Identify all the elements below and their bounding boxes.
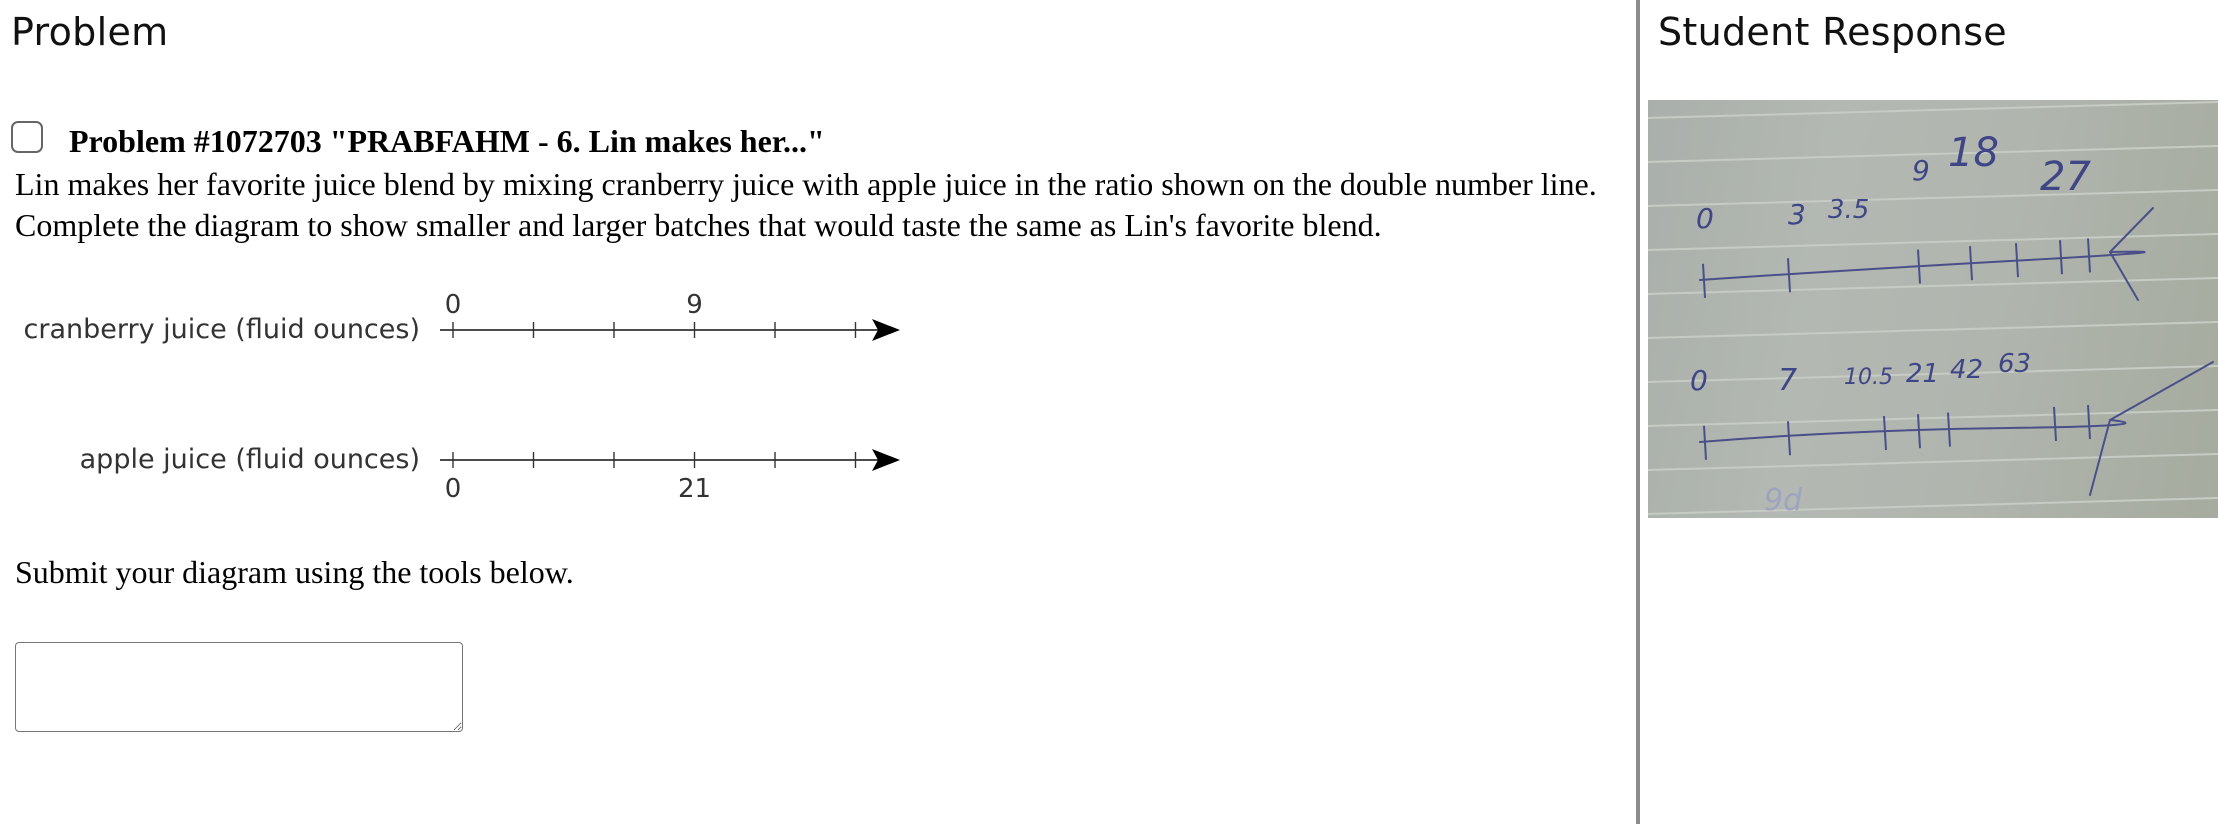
bottom-pen-ticks <box>1704 405 2090 460</box>
apple-number-line <box>80 444 900 504</box>
bottom-pen-tick <box>2054 407 2056 441</box>
top-pen-line <box>1700 252 2145 280</box>
bottom-number: 21 <box>1906 359 1940 389</box>
problem-select-checkbox[interactable] <box>11 121 43 153</box>
pane-divider[interactable] <box>1636 0 1640 824</box>
bottom-number: 42 <box>1950 355 1984 385</box>
faint-pencil-mark: 9d <box>1764 483 1803 518</box>
top-number: 27 <box>2040 154 2091 200</box>
bottom-pen-tick <box>1704 426 1706 460</box>
cranberry-number-line <box>24 290 900 345</box>
student-response-title: Student Response <box>1658 10 2007 54</box>
top-number: 18 <box>1948 130 1999 176</box>
problem-heading: Problem #1072703 "PRABFAHM - 6. Lin makes her..." <box>69 122 825 159</box>
bottom-number: 0 <box>1690 364 1708 397</box>
top-number: 3.5 <box>1828 195 1870 225</box>
top-pen-tick <box>1918 250 1920 284</box>
top-number: 0 <box>1696 202 1714 235</box>
bottom-pen-tick <box>1884 416 1886 450</box>
cranberry-tick-label: 9 <box>686 290 703 320</box>
cranberry-tick-label: 0 <box>444 290 462 320</box>
submit-instruction: Submit your diagram using the tools below. <box>15 554 574 590</box>
top-pen-tick <box>2060 240 2062 274</box>
top-pen-tick <box>2016 243 2018 277</box>
bottom-pen-tick <box>2088 405 2090 439</box>
bottom-number: 7 <box>1778 363 1798 398</box>
apple-tick-label: 21 <box>677 474 712 504</box>
bottom-number: 10.5 <box>1844 365 1893 390</box>
handwritten-double-number-line <box>1648 100 2218 518</box>
notebook-rule-lines <box>1648 102 2218 514</box>
double-number-line-diagram <box>0 280 920 520</box>
student-response-photo <box>1648 100 2218 518</box>
problem-header <box>11 116 825 166</box>
bottom-pen-arrow <box>2090 362 2213 495</box>
pen-strokes <box>1700 208 2213 495</box>
bottom-pen-tick <box>1788 421 1790 455</box>
top-number: 9 <box>1912 154 1930 187</box>
problem-statement: Lin makes her favorite juice blend by mixing cranberry juice with apple juice in the ratio shown on the double number line. Complete the diagram to show smaller and larger batches that would taste the same as Lin's favorite blend. <box>15 166 1597 243</box>
apple-line-label: apple juice (fluid ounces) <box>79 444 420 475</box>
cranberry-line-label: cranberry juice (fluid ounces) <box>23 314 420 345</box>
top-number: 3 <box>1788 198 1806 231</box>
bottom-number: 63 <box>1998 349 2032 379</box>
problem-pane-title: Problem <box>11 10 169 54</box>
top-pen-tick <box>1970 246 1972 280</box>
apple-tick-label: 0 <box>444 474 462 504</box>
top-pen-tick <box>1788 258 1790 292</box>
top-pen-tick <box>2088 238 2090 272</box>
answer-textarea[interactable] <box>15 642 463 732</box>
